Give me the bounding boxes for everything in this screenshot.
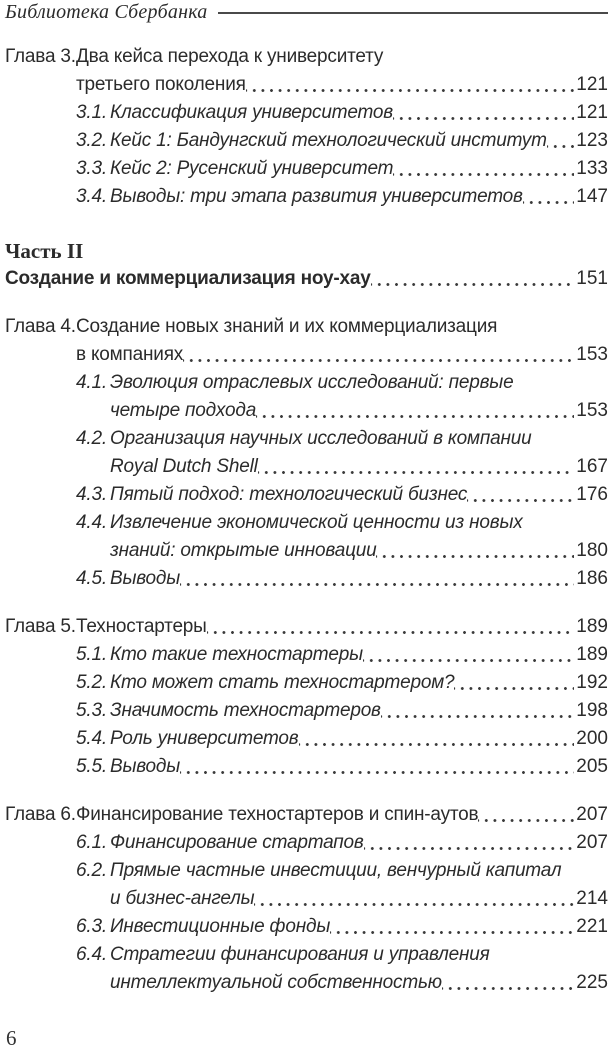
chapter-label: Глава 6. (5, 804, 76, 825)
toc-page-number: 153 (576, 344, 608, 365)
toc-entry-section (5, 481, 608, 509)
dot-leader (180, 565, 574, 593)
chapter-label: Глава 3. (5, 46, 76, 67)
toc-page-number: 207 (576, 804, 608, 825)
toc-line-text: Инвестиционные фонды (110, 916, 331, 937)
toc-entry-section (5, 913, 608, 941)
section-number: 6.1. (76, 832, 107, 853)
section-number: 5.4. (76, 728, 107, 749)
section-content (76, 941, 608, 997)
section-row (76, 481, 608, 509)
toc-line-text: Выводы: три этапа развития университетов (110, 186, 523, 207)
toc-line-text: Пятый подход: технологический бизнес (110, 484, 468, 505)
chapter-title (76, 43, 608, 99)
section-content (76, 509, 608, 565)
section-content (76, 183, 608, 211)
toc-line (5, 265, 608, 293)
toc-page-number: 207 (576, 832, 608, 853)
section-indent (5, 509, 76, 565)
section-row (76, 641, 608, 669)
section-content (76, 753, 608, 781)
toc-line-text: Стратегии финансирования и управления (110, 944, 490, 965)
section-row (76, 913, 608, 941)
toc-line (110, 99, 608, 127)
toc-page-number: 214 (576, 888, 608, 909)
section-number: 6.4. (76, 944, 107, 965)
section-content (76, 481, 608, 509)
section-content (76, 565, 608, 593)
toc-line (110, 641, 608, 669)
header-rule (218, 12, 608, 14)
toc-page-number: 147 (576, 186, 608, 207)
toc-page-number: 167 (576, 456, 608, 477)
section-title (110, 725, 608, 753)
section-number: 3.3. (76, 158, 107, 179)
toc-page-number: 180 (576, 540, 608, 561)
toc-page-number: 221 (576, 916, 608, 937)
toc-page-number: 151 (576, 268, 608, 289)
section-indent (5, 425, 76, 481)
dot-leader (381, 697, 575, 725)
section-row (76, 697, 608, 725)
dot-leader (180, 753, 574, 781)
section-number: 3.2. (76, 130, 107, 151)
section-indent (5, 669, 76, 697)
dot-leader (467, 481, 574, 509)
chapter-label: Глава 5. (5, 616, 76, 637)
section-row (76, 565, 608, 593)
section-row (76, 127, 608, 155)
toc-line (110, 829, 608, 857)
toc-page-number: 189 (576, 644, 608, 665)
section-title (110, 857, 608, 913)
toc-entry-section (5, 641, 608, 669)
toc-line (110, 537, 608, 565)
dot-leader (393, 155, 574, 183)
toc-line (110, 127, 608, 155)
section-title (110, 183, 608, 211)
section-row (76, 425, 608, 481)
chapter-label: Глава 4. (5, 316, 76, 337)
section-number: 6.3. (76, 916, 107, 937)
toc-line (110, 155, 608, 183)
toc-line (110, 397, 608, 425)
toc-page-number: 176 (576, 484, 608, 505)
toc-page-number: 189 (576, 616, 608, 637)
chapter-title (76, 613, 608, 641)
toc-entry-section (5, 697, 608, 725)
section-title (110, 481, 608, 509)
toc-line (110, 453, 608, 481)
section-row (76, 753, 608, 781)
toc-line-text: в компаниях (76, 344, 184, 365)
section-number: 5.5. (76, 756, 107, 777)
toc-line-text: Кейс 2: Русенский университет (110, 158, 394, 179)
chapter-title (76, 801, 608, 829)
toc-line (110, 969, 608, 997)
toc-entry-section (5, 155, 608, 183)
toc-page-number: 225 (576, 972, 608, 993)
section-title (110, 99, 608, 127)
dot-leader (207, 613, 575, 641)
toc-line-text: и бизнес-ангелы (110, 888, 255, 909)
toc-line (110, 697, 608, 725)
page-number: 6 (6, 1026, 17, 1050)
toc-page-number: 198 (576, 700, 608, 721)
section-row (76, 725, 608, 753)
section-title (110, 641, 608, 669)
toc-line (110, 369, 608, 397)
section-title (110, 669, 608, 697)
section-indent (5, 99, 76, 127)
section-content (76, 829, 608, 857)
section-row (76, 99, 608, 127)
toc-entry-section (5, 941, 608, 997)
dot-leader (183, 341, 574, 369)
dot-leader (376, 537, 574, 565)
section-title (110, 565, 608, 593)
section-indent (5, 183, 76, 211)
toc-line (76, 341, 608, 369)
toc-line-text: Кейс 1: Бандунгский технологический институт (110, 130, 547, 151)
toc-page-number: 153 (576, 400, 608, 421)
toc-entry-section (5, 127, 608, 155)
toc-line-text: Значимость техностартеров (110, 700, 381, 721)
toc-line-text: интеллектуальной собственностью (110, 972, 442, 993)
toc-line-text: знаний: открытые инновации (110, 540, 377, 561)
toc-entry-chapter (5, 43, 608, 99)
section-title (110, 369, 608, 425)
section-content (76, 99, 608, 127)
toc-line-text: Финансирование техностартеров и спин-аутов (76, 804, 479, 825)
toc-entry-section (5, 99, 608, 127)
dot-leader (363, 641, 574, 669)
section-indent (5, 725, 76, 753)
toc-entry-chapter (5, 801, 608, 829)
section-number: 4.4. (76, 512, 107, 533)
toc-line (76, 313, 608, 341)
dot-leader (547, 127, 575, 155)
toc-line (76, 801, 608, 829)
toc-line-text: Royal Dutch Shell (110, 456, 258, 477)
section-title (110, 941, 608, 997)
toc-line-text: Финансирование стартапов (110, 832, 364, 853)
section-indent (5, 481, 76, 509)
toc-line-text: третьего поколения (76, 74, 246, 95)
toc-line (110, 481, 608, 509)
section-indent (5, 369, 76, 425)
section-title (110, 829, 608, 857)
section-content (76, 697, 608, 725)
section-number: 5.1. (76, 644, 107, 665)
toc-line-text: Организация научных исследований в компании (110, 428, 532, 449)
toc-line (110, 753, 608, 781)
section-title (110, 155, 608, 183)
section-title (110, 913, 608, 941)
section-indent (5, 697, 76, 725)
section-indent (5, 127, 76, 155)
dot-leader (442, 969, 574, 997)
dot-leader (256, 397, 574, 425)
section-content (76, 669, 608, 697)
toc-page-number: 192 (576, 672, 608, 693)
section-content (76, 155, 608, 183)
section-number: 4.2. (76, 428, 107, 449)
section-indent (5, 857, 76, 913)
dot-leader (523, 183, 575, 211)
section-row (76, 183, 608, 211)
dot-leader (299, 725, 575, 753)
toc-entry-section (5, 725, 608, 753)
section-number: 3.1. (76, 102, 107, 123)
dot-leader (454, 669, 574, 697)
toc-entry-part (5, 237, 608, 293)
section-content (76, 127, 608, 155)
toc-line (110, 425, 608, 453)
toc-line (76, 613, 608, 641)
section-number: 4.5. (76, 568, 107, 589)
toc-line (110, 183, 608, 211)
section-number: 5.2. (76, 672, 107, 693)
dot-leader (364, 829, 575, 857)
dot-leader (246, 71, 575, 99)
toc-line (76, 43, 608, 71)
toc-line-text: Извлечение экономической ценности из новых (110, 512, 523, 533)
section-indent (5, 753, 76, 781)
section-content (76, 913, 608, 941)
toc-line-text: Эволюция отраслевых исследований: первые (110, 372, 514, 393)
toc-entry-section (5, 369, 608, 425)
toc-page-number: 205 (576, 756, 608, 777)
toc-line-text: Кто такие техностартеры (110, 644, 363, 665)
dot-leader (478, 801, 574, 829)
dot-leader (330, 913, 574, 941)
section-indent (5, 941, 76, 997)
section-number: 6.2. (76, 860, 107, 881)
toc-line (110, 941, 608, 969)
section-row (76, 857, 608, 913)
toc-line-text: Создание новых знаний и их коммерциализация (76, 316, 498, 337)
toc-page-number: 133 (576, 158, 608, 179)
section-indent (5, 641, 76, 669)
toc-line (110, 669, 608, 697)
toc-entry-section (5, 829, 608, 857)
toc-line (110, 725, 608, 753)
section-indent (5, 829, 76, 857)
section-row (76, 509, 608, 565)
toc-line (110, 885, 608, 913)
toc-line-text: Два кейса перехода к университету (76, 46, 384, 67)
section-title (110, 753, 608, 781)
toc-entry-section (5, 669, 608, 697)
series-title: Библиотека Сбербанка (5, 1, 208, 23)
section-title (110, 509, 608, 565)
section-number: 4.1. (76, 372, 107, 393)
toc-line-text: Создание и коммерциализация ноу-хау (5, 268, 371, 289)
section-title (110, 127, 608, 155)
toc-line-text: четыре подхода (110, 400, 257, 421)
toc-page-number: 123 (576, 130, 608, 151)
toc-entry-section (5, 857, 608, 913)
toc-line-text: Роль университетов (110, 728, 299, 749)
toc-line (110, 509, 608, 537)
section-title (110, 697, 608, 725)
dot-leader (254, 885, 574, 913)
toc-line-text: Классификация университетов (110, 102, 393, 123)
toc-entry-chapter (5, 313, 608, 369)
toc-page-number: 121 (576, 102, 608, 123)
toc-entry-section (5, 753, 608, 781)
section-number: 5.3. (76, 700, 107, 721)
toc-page-number: 121 (576, 74, 608, 95)
chapter-title (76, 313, 608, 369)
toc-line-text: Выводы (110, 756, 181, 777)
page-header (5, 0, 608, 23)
toc-line (110, 913, 608, 941)
section-row (76, 155, 608, 183)
toc-line-text: Техностартеры (76, 616, 207, 637)
toc-entry-section (5, 509, 608, 565)
section-indent (5, 565, 76, 593)
toc-page-number: 200 (576, 728, 608, 749)
toc-entry-section (5, 565, 608, 593)
section-content (76, 641, 608, 669)
toc-line-text: Прямые частные инвестиции, венчурный капитал (110, 860, 562, 881)
toc-entry-section (5, 183, 608, 211)
toc-line (110, 857, 608, 885)
section-content (76, 425, 608, 481)
section-content (76, 369, 608, 425)
section-number: 4.3. (76, 484, 107, 505)
section-row (76, 369, 608, 425)
section-row (76, 941, 608, 997)
toc-entry-section (5, 425, 608, 481)
toc-line-text: Кто может стать техностартером? (110, 672, 455, 693)
section-indent (5, 913, 76, 941)
dot-leader (258, 453, 575, 481)
section-content (76, 857, 608, 913)
dot-leader (371, 265, 575, 293)
section-title (110, 425, 608, 481)
section-number: 3.4. (76, 186, 107, 207)
part-label: Часть II (5, 239, 84, 263)
toc-list (5, 43, 608, 997)
section-row (76, 829, 608, 857)
toc-line (76, 71, 608, 99)
toc-line-text: Выводы (110, 568, 181, 589)
section-row (76, 669, 608, 697)
dot-leader (393, 99, 574, 127)
toc-entry-chapter (5, 613, 608, 641)
section-content (76, 725, 608, 753)
toc-page-number: 186 (576, 568, 608, 589)
section-indent (5, 155, 76, 183)
toc-line (110, 565, 608, 593)
